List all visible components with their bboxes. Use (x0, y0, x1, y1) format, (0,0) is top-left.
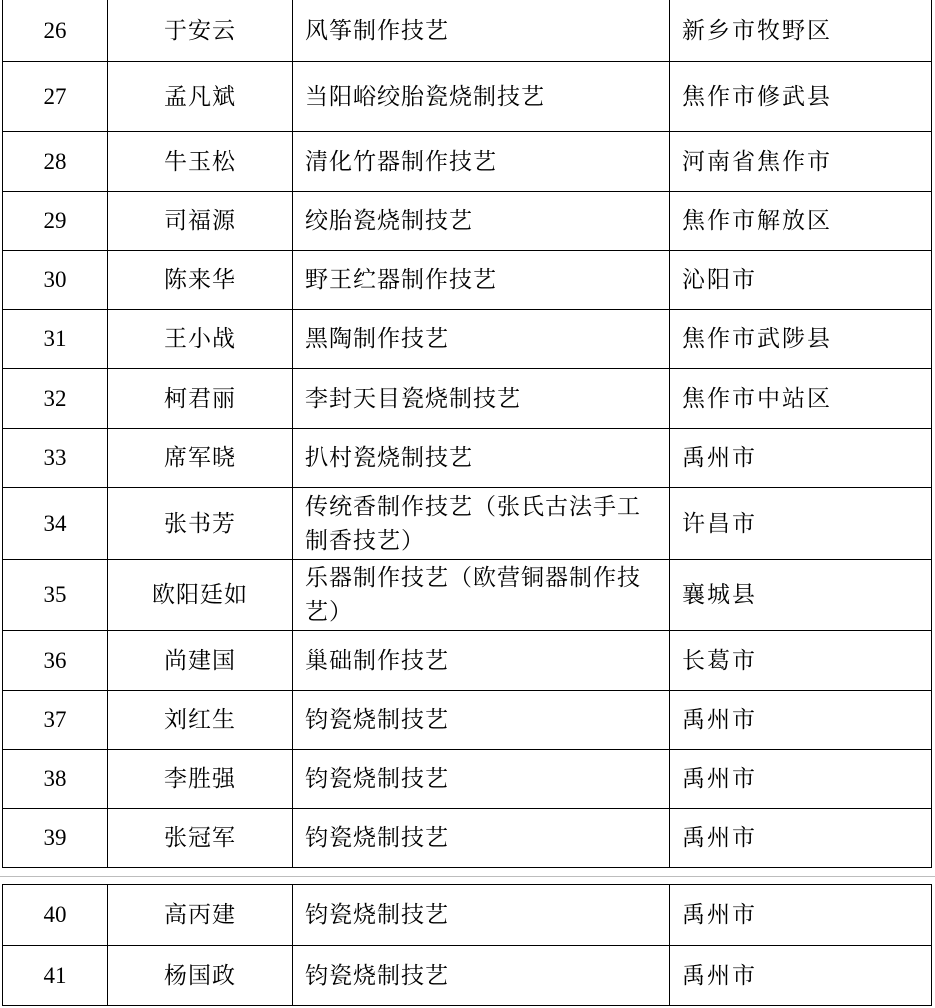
row-number: 27 (3, 62, 108, 132)
inheritor-name: 杨国政 (108, 946, 293, 1006)
inheritor-name: 陈来华 (108, 251, 293, 310)
table-row (3, 192, 932, 251)
table-row (3, 62, 932, 132)
page-break-divider (0, 876, 935, 877)
heritage-item: 传统香制作技艺（张氏古法手工制香技艺） (293, 488, 670, 560)
inheritor-name: 刘红生 (108, 691, 293, 750)
heritage-item: 钧瓷烧制技艺 (293, 809, 670, 868)
inheritor-name: 尚建国 (108, 631, 293, 691)
row-number: 41 (3, 946, 108, 1006)
heritage-item: 乐器制作技艺（欧营铜器制作技艺） (293, 560, 670, 631)
inheritor-name: 柯君丽 (108, 369, 293, 429)
table-row (3, 946, 932, 1006)
row-number: 35 (3, 560, 108, 631)
heritage-item: 绞胎瓷烧制技艺 (293, 192, 670, 251)
region: 禹州市 (670, 946, 932, 1006)
region: 禹州市 (670, 429, 932, 488)
region: 许昌市 (670, 488, 932, 560)
region: 襄城县 (670, 560, 932, 631)
heritage-item: 野王纻器制作技艺 (293, 251, 670, 310)
heritage-item: 风筝制作技艺 (293, 0, 670, 62)
inheritor-name: 王小战 (108, 310, 293, 369)
region: 焦作市解放区 (670, 192, 932, 251)
heritage-item: 钧瓷烧制技艺 (293, 946, 670, 1006)
table-row (3, 251, 932, 310)
row-number: 39 (3, 809, 108, 868)
inheritor-name: 张冠军 (108, 809, 293, 868)
region: 禹州市 (670, 885, 932, 946)
inheritor-name: 司福源 (108, 192, 293, 251)
inheritor-table-part-1 (2, 0, 932, 868)
row-number: 34 (3, 488, 108, 560)
row-number: 26 (3, 0, 108, 62)
heritage-item: 钧瓷烧制技艺 (293, 885, 670, 946)
table-row (3, 809, 932, 868)
inheritor-table-part-2 (2, 884, 932, 1006)
heritage-item: 李封天目瓷烧制技艺 (293, 369, 670, 429)
heritage-item: 当阳峪绞胎瓷烧制技艺 (293, 62, 670, 132)
inheritor-name: 于安云 (108, 0, 293, 62)
region: 禹州市 (670, 809, 932, 868)
region: 长葛市 (670, 631, 932, 691)
table-row (3, 488, 932, 560)
row-number: 29 (3, 192, 108, 251)
heritage-item: 钧瓷烧制技艺 (293, 750, 670, 809)
row-number: 33 (3, 429, 108, 488)
heritage-item: 巢础制作技艺 (293, 631, 670, 691)
inheritor-name: 席军晓 (108, 429, 293, 488)
table-row (3, 691, 932, 750)
table-row (3, 310, 932, 369)
heritage-item: 清化竹器制作技艺 (293, 132, 670, 192)
heritage-item: 黑陶制作技艺 (293, 310, 670, 369)
inheritor-name: 牛玉松 (108, 132, 293, 192)
table-row (3, 369, 932, 429)
row-number: 40 (3, 885, 108, 946)
table-row (3, 132, 932, 192)
row-number: 38 (3, 750, 108, 809)
row-number: 32 (3, 369, 108, 429)
row-number: 30 (3, 251, 108, 310)
inheritor-name: 孟凡斌 (108, 62, 293, 132)
table-row (3, 429, 932, 488)
heritage-item: 钧瓷烧制技艺 (293, 691, 670, 750)
region: 焦作市修武县 (670, 62, 932, 132)
region: 禹州市 (670, 691, 932, 750)
row-number: 37 (3, 691, 108, 750)
row-number: 36 (3, 631, 108, 691)
inheritor-name: 李胜强 (108, 750, 293, 809)
region: 焦作市中站区 (670, 369, 932, 429)
table-row (3, 750, 932, 809)
inheritor-name: 高丙建 (108, 885, 293, 946)
heritage-item: 扒村瓷烧制技艺 (293, 429, 670, 488)
inheritor-name: 张书芳 (108, 488, 293, 560)
row-number: 31 (3, 310, 108, 369)
region: 新乡市牧野区 (670, 0, 932, 62)
table-row (3, 560, 932, 631)
inheritor-name: 欧阳廷如 (108, 560, 293, 631)
region: 禹州市 (670, 750, 932, 809)
table-row (3, 631, 932, 691)
table-row (3, 885, 932, 946)
region: 沁阳市 (670, 251, 932, 310)
row-number: 28 (3, 132, 108, 192)
region: 河南省焦作市 (670, 132, 932, 192)
region: 焦作市武陟县 (670, 310, 932, 369)
table-row (3, 0, 932, 62)
